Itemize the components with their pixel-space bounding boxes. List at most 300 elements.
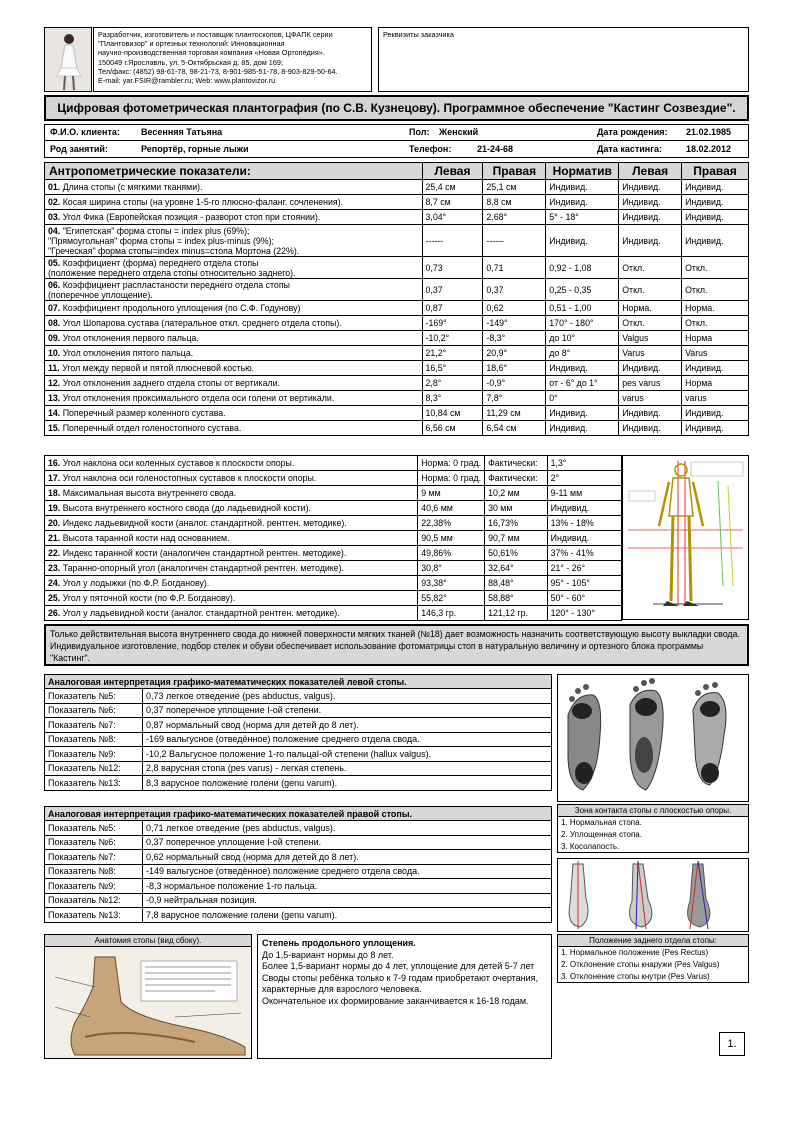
company-line: 150049 г.Ярославль, ул. 5-Октябрьская д. 85, дом 169; <box>98 57 284 67</box>
measure-er: Индивид. <box>682 195 749 210</box>
measure-number: 18. <box>48 488 61 498</box>
measure-label: "Египетская" форма стопы = index plus (69%); "Прямоугольная" форма стопы = index plus-minus (9%); "Греческая" форма стопы=index minus=стопа Мортона (22%). <box>48 225 300 256</box>
measure-name <box>45 316 423 331</box>
interp-row <box>45 879 552 894</box>
measure-norm: 50° - 60° <box>547 591 621 606</box>
measure-norm: 170° - 180° <box>546 316 619 331</box>
table-row <box>45 546 622 561</box>
company-line: "Плантовизор" и ортезных технологий: Инновационная <box>98 39 285 49</box>
measure-el: Откл. <box>619 279 682 301</box>
rear-legend-item: 1. Нормальное положение (Pes Rectus) <box>558 947 749 959</box>
measure-norm: Индивид. <box>546 421 619 436</box>
measure-r: 0,71 <box>483 257 546 279</box>
indicator-label: Показатель №13: <box>45 776 143 791</box>
degree-text: До 1,5-вариант нормы до 8 лет. Более 1,5-вариант нормы до 4 лет, уплощение для детей 5-7 лет Своды стопы ребёнка только к 7-9 годам приобретают очертания, характерные для взрослого человека. Окончательное их формирование заканчивается к 16-18 годам. <box>262 949 539 1006</box>
measure-er: Индивид. <box>682 210 749 225</box>
measure-norm: 0,25 - 0,35 <box>546 279 619 301</box>
indicator-label: Показатель №12: <box>45 893 143 908</box>
indicator-label: Показатель №8: <box>45 864 143 879</box>
company-info <box>93 27 372 92</box>
measure-label: Поперечный размер коленного сустава. <box>62 408 226 418</box>
measure-er: Норма <box>682 331 749 346</box>
measure-norm: от - 6° до 1° <box>546 376 619 391</box>
measure-er: Откл. <box>682 257 749 279</box>
table-row <box>45 257 749 279</box>
measure-l: 55,82° <box>418 591 485 606</box>
table-row <box>45 606 622 621</box>
measure-number: 08. <box>48 318 61 328</box>
col-header: Левая <box>619 163 682 180</box>
measure-label: Угол у пяточной кости (по Ф.Р. Богданову). <box>62 593 236 603</box>
interp-row <box>45 821 552 836</box>
measure-el: Индивид. <box>619 180 682 195</box>
measure-name <box>45 225 423 257</box>
measure-el: varus <box>619 391 682 406</box>
indicator-value: 0,37 поперечное уплощение I-ой степени. <box>143 835 552 850</box>
measure-r: 32,64° <box>485 561 548 576</box>
measure-l: 8,7 см <box>422 195 483 210</box>
measure-norm: до 8° <box>546 346 619 361</box>
measure-label: Индекс таранной кости (аналогичен стандартной рентген. методике). <box>62 548 347 558</box>
page-title: Цифровая фотометрическая плантография (по С.В. Кузнецову). Программное обеспечение "Кастинг Созвездие". <box>44 95 749 121</box>
measure-norm: Индивид. <box>547 531 621 546</box>
measure-name <box>45 361 423 376</box>
measure-r: 50,61% <box>485 546 548 561</box>
interp-row <box>45 732 552 747</box>
table-row <box>45 456 622 471</box>
table-row <box>45 195 749 210</box>
measure-l: 0,73 <box>422 257 483 279</box>
contact-legend-title: Зона контакта стопы с плоскостью опоры. <box>558 805 749 817</box>
measure-r: 7,8° <box>483 391 546 406</box>
measure-label: Высота таранной кости над основанием. <box>62 533 230 543</box>
anatomy-image <box>45 947 251 1058</box>
measure-el: Varus <box>619 346 682 361</box>
measure-l: 3,04° <box>422 210 483 225</box>
company-line: научно-производственная торговая компания «Новая Ортопедия». <box>98 48 325 58</box>
occupation-label: Род занятий: <box>50 144 108 154</box>
measure-r: 20,9° <box>483 346 546 361</box>
indicator-value: 7,8 варусное положение голени (genu varum). <box>143 908 552 923</box>
measure-r: Фактически: <box>485 456 548 471</box>
measure-el: pes varus <box>619 376 682 391</box>
measure-el: Индивид. <box>619 406 682 421</box>
measure-l: 49,86% <box>418 546 485 561</box>
measurements-table-2 <box>44 455 622 621</box>
table-row <box>45 361 749 376</box>
measure-number: 17. <box>48 473 61 483</box>
measure-name <box>45 257 423 279</box>
measure-number: 07. <box>48 303 61 313</box>
measure-r: 0,62 <box>483 301 546 316</box>
company-line: E-mail: yar.FSIR@rambler.ru; Web: www.plantovizor.ru <box>98 76 276 86</box>
measure-l: 10,84 см <box>422 406 483 421</box>
interp-row <box>45 908 552 923</box>
interp-row <box>45 893 552 908</box>
left-interp-title: Аналоговая интерпретация графико-математических показателей левой стопы. <box>45 675 552 689</box>
indicator-label: Показатель №12: <box>45 761 143 776</box>
measure-l: 93,38° <box>418 576 485 591</box>
contact-legend <box>557 804 749 853</box>
measure-number: 23. <box>48 563 61 573</box>
indicator-label: Показатель №7: <box>45 850 143 865</box>
requisites-label: Реквизиты заказчика <box>383 30 454 39</box>
measure-label: Косая ширина стопы (на уровне 1-5-го плюсно-фаланг. сочленения). <box>62 197 344 207</box>
measure-name <box>45 516 418 531</box>
measure-el: Норма. <box>619 301 682 316</box>
measure-label: Коэффициент (форма) переднего отдела стопы (положение переднего отдела стопы относительно заднего). <box>48 257 296 278</box>
right-foot-interpretation <box>44 806 552 923</box>
measure-l: Норма: 0 град. <box>418 471 485 486</box>
table-row <box>45 316 749 331</box>
measure-norm: 95° - 105° <box>547 576 621 591</box>
indicator-value: 0,62 нормальный свод (норма для детей до 8 лет). <box>143 850 552 865</box>
client-name: Весенняя Татьяна <box>141 127 223 137</box>
measure-name <box>45 279 423 301</box>
dob-label: Дата рождения: <box>597 127 668 137</box>
measure-number: 15. <box>48 423 61 433</box>
measure-label: Угол наклона оси коленных суставов к плоскости опоры. <box>62 458 295 468</box>
table-row <box>45 516 622 531</box>
dob-value: 21.02.1985 <box>686 127 732 137</box>
rear-legend-item: 2. Отклонение стопы кнаружи (Pes Valgus) <box>558 959 749 971</box>
interp-row <box>45 689 552 704</box>
measure-number: 12. <box>48 378 61 388</box>
flattening-degree-box <box>257 934 552 1059</box>
measure-el: Индивид. <box>619 225 682 257</box>
measure-number: 24. <box>48 578 61 588</box>
measure-label: Высота внутреннего костного свода (до ладьевидной кости). <box>62 503 311 513</box>
measure-norm: Индивид. <box>546 361 619 376</box>
table-row <box>45 471 622 486</box>
measure-number: 05. <box>48 257 61 268</box>
table-row <box>45 346 749 361</box>
indicator-label: Показатель №5: <box>45 821 143 836</box>
table-row <box>45 501 622 516</box>
measure-el: Индивид. <box>619 210 682 225</box>
measure-name <box>45 406 423 421</box>
interp-row <box>45 718 552 733</box>
measure-name <box>45 576 418 591</box>
measure-name <box>45 531 418 546</box>
table-row <box>45 421 749 436</box>
measure-number: 03. <box>48 212 61 222</box>
measure-number: 10. <box>48 348 61 358</box>
indicator-value: -8,3 нормальное положение 1-го пальца. <box>143 879 552 894</box>
measure-er: Индивид. <box>682 361 749 376</box>
indicator-value: 0,71 легкое отведение (pes abductus, valgus). <box>143 821 552 836</box>
measure-label: Угол между первой и пятой плюсневой костью. <box>62 363 255 373</box>
rearfoot-legend <box>557 934 749 983</box>
measure-norm: 1,3° <box>547 456 621 471</box>
measure-number: 02. <box>48 197 61 207</box>
body-axis-figure <box>622 455 749 620</box>
table-row <box>45 376 749 391</box>
measure-l: 9 мм <box>418 486 485 501</box>
measure-norm: 0° <box>546 391 619 406</box>
measure-l: 146,3 гр. <box>418 606 485 621</box>
table-row <box>45 210 749 225</box>
sex-value: Женский <box>439 127 479 137</box>
rear-legend-item: 3. Отклонение стопы кнутри (Pes Varus) <box>558 971 749 983</box>
measure-name <box>45 606 418 621</box>
indicator-value: 0,73 легкое отведение (pes abductus, valgus). <box>143 689 552 704</box>
occupation-value: Репортёр, горные лыжи <box>141 144 249 154</box>
measure-er: Индивид. <box>682 421 749 436</box>
contact-legend-item: 3. Косолапость. <box>558 841 749 853</box>
measure-norm: 37% - 41% <box>547 546 621 561</box>
measure-name <box>45 180 423 195</box>
measure-l: 25,4 см <box>422 180 483 195</box>
table-row <box>45 576 622 591</box>
measure-el: Откл. <box>619 257 682 279</box>
measure-norm: Индивид. <box>546 180 619 195</box>
measure-name <box>45 391 423 406</box>
measure-number: 09. <box>48 333 61 343</box>
interp-row <box>45 835 552 850</box>
measure-name <box>45 301 423 316</box>
measure-number: 21. <box>48 533 61 543</box>
page-number: 1. <box>719 1032 745 1056</box>
measure-number: 26. <box>48 608 61 618</box>
measure-el: Индивид. <box>619 361 682 376</box>
measure-number: 11. <box>48 363 60 373</box>
measure-r: -149° <box>483 316 546 331</box>
measure-label: Коэффициент распластаности переднего отдела стопы (поперечное уплощение). <box>48 279 290 300</box>
measure-name <box>45 421 423 436</box>
phone-value: 21-24-68 <box>477 144 514 154</box>
measure-er: varus <box>682 391 749 406</box>
measure-l: 21,2° <box>422 346 483 361</box>
measure-name <box>45 591 418 606</box>
measure-er: Откл. <box>682 316 749 331</box>
measure-r: 121,12 гр. <box>485 606 548 621</box>
measure-er: Индивид. <box>682 225 749 257</box>
measure-label: Угол отклонения пятого пальца. <box>62 348 194 358</box>
interp-row <box>45 761 552 776</box>
casting-value: 18.02.2012 <box>686 144 732 154</box>
table-row <box>45 225 749 257</box>
measure-l: Норма: 0 град. <box>418 456 485 471</box>
measure-name <box>45 210 423 225</box>
measure-r: 88,48° <box>485 576 548 591</box>
anatomy-title: Анатомия стопы (вид сбоку). <box>45 935 251 947</box>
measure-norm: 13% - 18% <box>547 516 621 531</box>
measure-label: Максимальная высота внутреннего свода. <box>62 488 237 498</box>
note-box <box>44 624 749 666</box>
note-text: Только действительная высота внутреннего свода до нижней поверхности мягких тканей (№18) дает возможность назначить соответствующую высоту выкладки свода. Индивидуальное изготовление, подбор стелек и обуви обеспечивает использование фотоматрицы стоп в натуральную величину и ортезного блока программы "Кастинг". <box>50 629 740 663</box>
measure-l: -10,2° <box>422 331 483 346</box>
measure-norm: 0,51 - 1,00 <box>546 301 619 316</box>
measure-r: 11,29 см <box>483 406 546 421</box>
table-row <box>45 591 622 606</box>
measure-number: 16. <box>48 458 61 468</box>
measure-r: 25,1 см <box>483 180 546 195</box>
col-header: Правая <box>483 163 546 180</box>
col-header: Норматив <box>546 163 619 180</box>
anatomy-box <box>44 934 252 1059</box>
measure-l: 2,8° <box>422 376 483 391</box>
degree-title: Степень продольного уплощения. <box>262 938 416 948</box>
measure-l: 40,6 мм <box>418 501 485 516</box>
contact-legend-item: 1. Нормальная стопа. <box>558 817 749 829</box>
interp-row <box>45 864 552 879</box>
table-row <box>45 561 622 576</box>
measure-name <box>45 486 418 501</box>
measure-label: Угол отклонения первого пальца. <box>62 333 199 343</box>
measure-el: Valgus <box>619 331 682 346</box>
measure-r: ------ <box>483 225 546 257</box>
indicator-value: -149 вальгусное (отведённое) положение среднего отдела свода. <box>143 864 552 879</box>
table-header <box>45 163 749 180</box>
measure-l: 30,8° <box>418 561 485 576</box>
measure-er: Индивид. <box>682 180 749 195</box>
measure-r: 10,2 мм <box>485 486 548 501</box>
measure-l: 22,38% <box>418 516 485 531</box>
measure-label: Угол наклона оси голеностопных суставов к плоскости опоры. <box>62 473 317 483</box>
indicator-value: -0,9 нейтральная позиция. <box>143 893 552 908</box>
measure-el: Индивид. <box>619 421 682 436</box>
table-row <box>45 331 749 346</box>
measure-norm: 5° - 18° <box>546 210 619 225</box>
measure-norm: Индивид. <box>546 225 619 257</box>
measure-norm: Индивид. <box>546 195 619 210</box>
col-header: Антропометрические показатели: <box>45 163 423 180</box>
measure-l: 0,37 <box>422 279 483 301</box>
measure-r: 16,73% <box>485 516 548 531</box>
measure-l: 8,3° <box>422 391 483 406</box>
rearfoot-image <box>557 858 749 932</box>
measure-label: Длина стопы (с мягкими тканями). <box>62 182 203 192</box>
measure-name <box>45 331 423 346</box>
interp-row <box>45 776 552 791</box>
table-row <box>45 180 749 195</box>
right-interp-title: Аналоговая интерпретация графико-математических показателей правой стопы. <box>45 807 552 821</box>
measure-l: 16,5° <box>422 361 483 376</box>
measure-name <box>45 561 418 576</box>
measure-norm: 9-11 мм <box>547 486 621 501</box>
measure-norm: Индивид. <box>546 406 619 421</box>
measure-label: Угол отклонения проксимального отдела оси голени от вертикали. <box>62 393 335 403</box>
measure-r: 6,54 см <box>483 421 546 436</box>
measure-name <box>45 456 418 471</box>
measure-label: Угол Шопарова сустава (латеральное откл. среднего отдела стопы). <box>62 318 342 328</box>
measure-name <box>45 546 418 561</box>
measure-r: 30 мм <box>485 501 548 516</box>
table-row <box>45 279 749 301</box>
indicator-label: Показатель №9: <box>45 879 143 894</box>
measure-r: 18,6° <box>483 361 546 376</box>
measure-r: Фактически: <box>485 471 548 486</box>
measure-norm: до 10° <box>546 331 619 346</box>
measure-number: 04. <box>48 225 61 236</box>
interp-row <box>45 747 552 762</box>
indicator-value: 0,87 нормальный свод (норма для детей до 8 лет). <box>143 718 552 733</box>
client-name-label: Ф.И.О. клиента: <box>50 127 120 137</box>
contact-legend-item: 2. Уплощенная стопа. <box>558 829 749 841</box>
measure-el: Индивид. <box>619 195 682 210</box>
measure-l: ------ <box>422 225 483 257</box>
measure-r: 90,7 мм <box>485 531 548 546</box>
header-photo <box>44 27 92 92</box>
indicator-label: Показатель №8: <box>45 732 143 747</box>
measure-label: Угол отклонения заднего отдела стопы от вертикали. <box>62 378 280 388</box>
col-header: Левая <box>422 163 483 180</box>
table-row <box>45 531 622 546</box>
measure-r: -8,3° <box>483 331 546 346</box>
table-row <box>45 391 749 406</box>
company-line: Разработчик, изготовитель и поставщик плантоскопов, ЦФАПК серии <box>98 30 333 39</box>
measure-r: 8,8 см <box>483 195 546 210</box>
measure-label: Коэффициент продольного уплощения (по С.Ф. Годунову) <box>62 303 301 313</box>
measure-label: Поперечный отдел голеностопного сустава. <box>62 423 242 433</box>
interp-row <box>45 850 552 865</box>
measure-norm: 120° - 130° <box>547 606 621 621</box>
measure-number: 13. <box>48 393 61 403</box>
measure-label: Индекс ладьевидной кости (аналог. стандартной. рентген. методике). <box>62 518 347 528</box>
measure-norm: 0,92 - 1,08 <box>546 257 619 279</box>
measure-number: 25. <box>48 593 61 603</box>
indicator-value: 2,8 варусная стопа (pes varus) - легкая степень. <box>143 761 552 776</box>
measure-norm: 2° <box>547 471 621 486</box>
measure-number: 01. <box>48 182 61 192</box>
table-row <box>45 406 749 421</box>
indicator-label: Показатель №7: <box>45 718 143 733</box>
measure-l: 90,5 мм <box>418 531 485 546</box>
measure-name <box>45 346 423 361</box>
table-row <box>45 301 749 316</box>
measure-l: 6,56 см <box>422 421 483 436</box>
measure-name <box>45 195 423 210</box>
measure-er: Индивид. <box>682 406 749 421</box>
measure-name <box>45 471 418 486</box>
left-foot-interpretation <box>44 674 552 791</box>
indicator-value: -169 вальгусное (отведённое) положение среднего отдела свода. <box>143 732 552 747</box>
measure-number: 20. <box>48 518 61 528</box>
measure-norm: Индивид. <box>547 501 621 516</box>
measure-name <box>45 501 418 516</box>
measure-r: -0,9° <box>483 376 546 391</box>
indicator-value: 0,37 поперечное уплощение I-ой степени. <box>143 703 552 718</box>
indicator-label: Показатель №6: <box>45 703 143 718</box>
indicator-label: Показатель №5: <box>45 689 143 704</box>
table-row <box>45 486 622 501</box>
rear-legend-title: Положение заднего отдела стопы: <box>558 935 749 947</box>
indicator-label: Показатель №6: <box>45 835 143 850</box>
casting-label: Дата кастинга: <box>597 144 662 154</box>
sex-label: Пол: <box>409 127 430 137</box>
customer-requisites <box>378 27 749 92</box>
measure-r: 0,37 <box>483 279 546 301</box>
measure-l: 0,87 <box>422 301 483 316</box>
measure-er: Норма <box>682 376 749 391</box>
indicator-label: Показатель №9: <box>45 747 143 762</box>
measure-label: Таранно-опорный угол (аналогичен стандартной рентген. методике). <box>62 563 344 573</box>
measure-label: Угол у ладьевидной кости (аналог. стандартной рентген. методике). <box>62 608 340 618</box>
measure-label: Угол у лодыжки (по Ф.Р. Богданову). <box>62 578 210 588</box>
col-header: Правая <box>682 163 749 180</box>
measure-number: 06. <box>48 279 61 290</box>
foot-contact-image <box>557 674 749 802</box>
measure-er: Varus <box>682 346 749 361</box>
phone-label: Телефон: <box>409 144 452 154</box>
measure-er: Норма. <box>682 301 749 316</box>
client-info <box>44 124 749 158</box>
measure-norm: 21° - 26° <box>547 561 621 576</box>
measure-name <box>45 376 423 391</box>
measure-number: 22. <box>48 548 61 558</box>
measure-er: Откл. <box>682 279 749 301</box>
